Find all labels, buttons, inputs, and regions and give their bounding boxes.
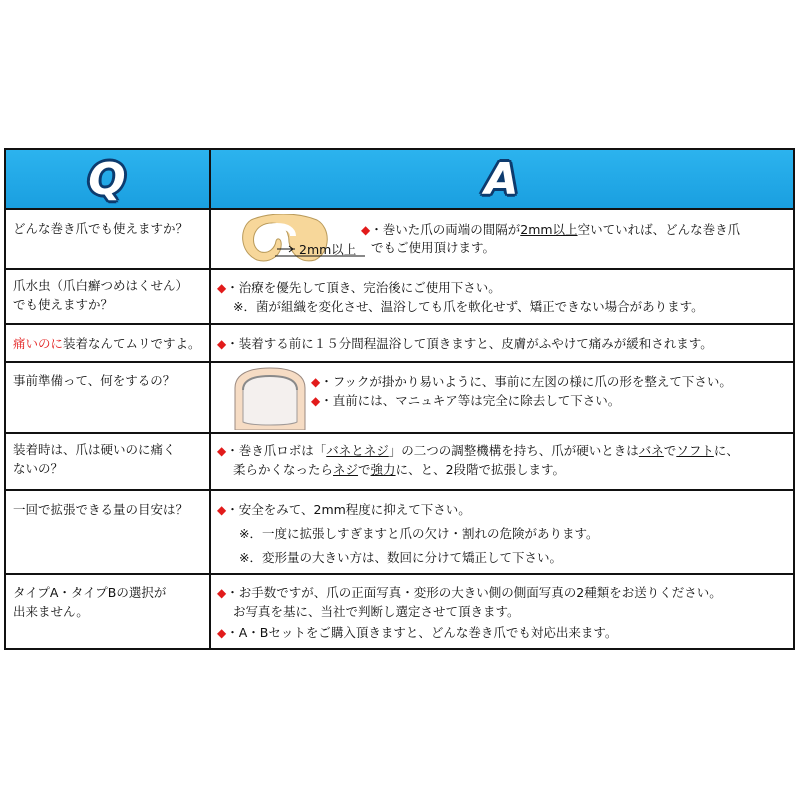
answer-4-line-1: ◆・フックが掛かり易いように、事前に左図の様に爪の形を整えて下さい。 (311, 374, 732, 389)
bullet-diamond-icon: ◆ (217, 444, 227, 458)
question-4-text: 事前準備って、何をするの？ (13, 373, 176, 388)
question-7-line-1: タイプA・タイプBの選択が (13, 585, 167, 600)
diagram-label: 2mm以上 (299, 242, 357, 257)
answer-5 (211, 434, 793, 489)
answer-2-line-1: ◆・治療を優先して頂き、完治後にご使用下さい。 (217, 280, 501, 295)
answer-4 (211, 363, 793, 432)
header-q (6, 150, 211, 208)
faq-table (4, 148, 795, 650)
answer-4-line-2: ◆・直前には、マニュキア等は完全に除去して下さい。 (311, 393, 621, 408)
header-q-label: Q (88, 153, 127, 205)
bullet-diamond-icon: ◆ (217, 281, 227, 295)
faq-row-6 (6, 489, 793, 573)
header-a-label: A (484, 153, 520, 205)
bullet-diamond-icon: ◆ (217, 503, 227, 517)
question-7-line-2: 出来ません。 (13, 604, 89, 619)
answer-2-line-2: ※．菌が組織を変化させ、温浴しても爪を軟化せず、矯正できない場合があります。 (233, 299, 704, 314)
header-a (211, 150, 793, 208)
question-2-line-2: でも使えますか？ (13, 297, 114, 312)
answer-7 (211, 575, 793, 648)
question-3 (6, 325, 211, 361)
question-3-highlight: 痛いのに (13, 336, 64, 351)
answer-1 (211, 210, 793, 268)
bullet-diamond-icon: ◆ (361, 223, 371, 237)
bullet-diamond-icon: ◆ (217, 626, 227, 640)
faq-row-2 (6, 268, 793, 323)
question-2 (6, 270, 211, 323)
question-4 (6, 363, 211, 432)
question-5-line-2: ないの？ (13, 461, 64, 476)
answer-6-line-1: ◆・安全をみて、2mm程度に抑えて下さい。 (217, 502, 471, 517)
answer-5-line-2: 柔らかくなったらネジで強力に、と、2段階で拡張します。 (233, 462, 566, 477)
question-6-text: 一回で拡張できる量の目安は？ (13, 502, 189, 517)
answer-6-line-2: ※．一度に拡張しすぎますと爪の欠け・割れの危険があります。 (239, 526, 599, 541)
bullet-diamond-icon: ◆ (311, 375, 321, 389)
faq-row-1 (6, 208, 793, 268)
answer-1-line-1: ◆・巻いた爪の両端の間隔が2mm以上空いていれば、どんな巻き爪 (361, 222, 741, 237)
answer-5-line-1: ◆・巻き爪ロボは「バネとネジ」の二つの調整機構を持ち、爪が硬いときはバネでソフトに、 (217, 443, 739, 458)
question-3-text: 装着なんてムリですよ。 (63, 336, 201, 351)
question-6 (6, 491, 211, 573)
answer-3 (211, 325, 793, 361)
bullet-diamond-icon: ◆ (311, 394, 321, 408)
question-5-line-1: 装着時は、爪は硬いのに痛く (13, 442, 176, 457)
question-1-text: どんな巻き爪でも使えますか？ (13, 221, 189, 236)
answer-6-line-3: ※．変形量の大きい方は、数回に分けて矯正して下さい。 (239, 550, 562, 565)
answer-7-line-3: ◆・A・Bセットをご購入頂きますと、どんな巻き爪でも対応出来ます。 (217, 625, 618, 640)
question-7 (6, 575, 211, 648)
trimmed-nail-illustration (229, 366, 311, 430)
question-2-line-1: 爪水虫（爪白癬つめはくせん） (13, 278, 189, 293)
faq-row-7 (6, 573, 793, 648)
question-1 (6, 210, 211, 268)
answer-1-line-2: でもご使用頂けます。 (371, 240, 496, 255)
bullet-diamond-icon: ◆ (217, 337, 227, 351)
answer-3-line-1: ◆・装着する前に１５分間程温浴して頂きますと、皮膚がふやけて痛みが緩和されます。 (217, 336, 713, 351)
question-5 (6, 434, 211, 489)
faq-row-3 (6, 323, 793, 361)
answer-7-line-1: ◆・お手数ですが、爪の正面写真・変形の大きい側の側面写真の2種類をお送りください。 (217, 585, 722, 600)
answer-6 (211, 491, 793, 573)
answer-7-line-2: お写真を基に、当社で判断し選定させて頂きます。 (233, 604, 520, 619)
answer-2 (211, 270, 793, 323)
bullet-diamond-icon: ◆ (217, 586, 227, 600)
faq-row-5 (6, 432, 793, 489)
faq-row-4 (6, 361, 793, 432)
